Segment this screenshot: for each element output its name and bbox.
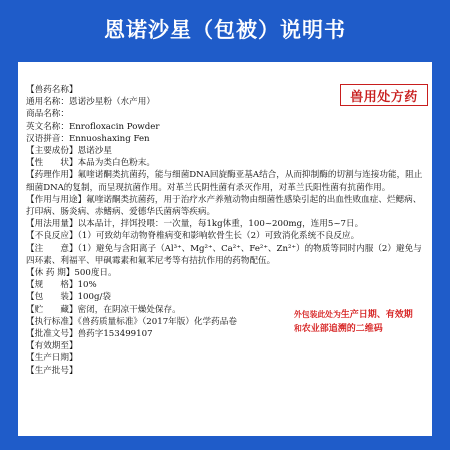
row-approval-number: 【批准文号】兽药字153499107 [26, 329, 153, 340]
prescription-stamp: 兽用处方药 [340, 84, 428, 106]
row-dosage: 【用法用量】以本品计，拌饵投喂：一次量，每1kg体重，100~200mg，连用5~7日。 [26, 219, 364, 230]
note-line-1 [294, 308, 422, 322]
row-storage: 【贮 藏】密闭，在阴凉干燥处保存。 [26, 304, 181, 315]
note-prefix-1: 外包装此处为 [294, 310, 341, 319]
note-highlight-2: 农业部追溯的二维码 [301, 324, 383, 334]
row-specification: 【规 格】10% [26, 280, 97, 291]
instruction-sheet [18, 62, 432, 436]
row-package: 【包 装】100g/袋 [26, 292, 111, 303]
row-trade-name: 商品名称： [26, 109, 69, 120]
row-expiry-date: 【有效期至】 [26, 341, 78, 352]
row-appearance: 【性 状】本品为类白色粉末。 [26, 158, 155, 169]
row-standard: 【执行标准】《兽药质量标准》（2017年版）化学药品卷 [26, 316, 237, 327]
row-indications: 【作用与用途】氟喹诺酮类抗菌药，用于治疗水产养殖动物由细菌性感染引起的出血性败血症、烂鳃病、打印病、肠炎病、赤鳍病、爱德华氏菌病等疾病。 [26, 194, 422, 218]
page-title: 恩诺沙星（包被）说明书 [104, 18, 346, 42]
row-adverse-reactions: 【不良反应】（1）可致幼年动物脊椎病变和影响软骨生长（2）可致消化系统不良反应。 [26, 231, 360, 242]
note-highlight-1: 生产日期、有效期 [340, 310, 413, 320]
note-prefix-2: 和 [294, 324, 302, 333]
row-withdrawal-period: 【休 药 期】500度日。 [26, 268, 117, 279]
row-pinyin: 汉语拼音：Ennuoshaxing Fen [26, 133, 150, 144]
row-precautions: 【注 意】（1）避免与含阳离子（Al³⁺、Mg²⁺、Ca²⁺、Fe²⁺、Zn²⁺）的物质等同时内服（2）避免与四环素、利福平、甲砜霉素和氟苯尼考等有拮抗作用的药物配伍。 [26, 243, 422, 266]
note-line-2 [294, 322, 422, 336]
row-drug-name: 【兽药名称】 [26, 85, 78, 95]
row-english-name: 英文名称：Enrofloxacin Powder [26, 121, 160, 132]
packaging-note [294, 308, 422, 336]
row-pharmacology: 【药理作用】氟喹诺酮类抗菌药，能与细菌DNA回旋酶亚基A结合，从而抑制酶的切割与连接功能，阻止细菌DNA的复制，而呈现抗菌作用。对革兰氏阴性菌有杀灭作用，对革兰氏阳性菌有抗菌作用。 [26, 170, 423, 193]
row-generic-name: 通用名称：恩诺沙星粉（水产用） [26, 97, 155, 108]
row-batch-number: 【生产批号】 [26, 365, 78, 376]
row-production-date: 【生产日期】 [26, 353, 78, 364]
row-main-ingredient: 【主要成份】恩诺沙星 [26, 146, 112, 157]
